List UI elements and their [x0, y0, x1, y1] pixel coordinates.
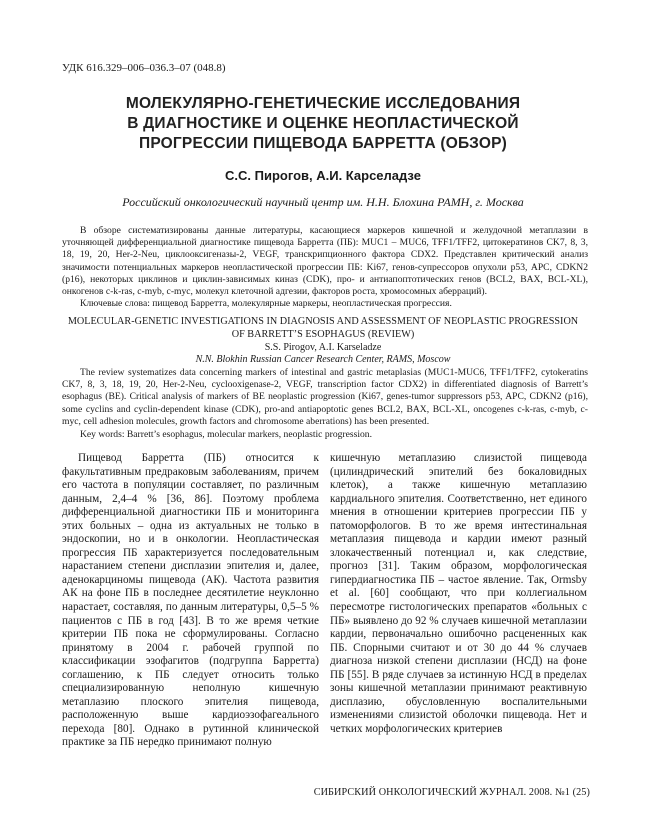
- body-column-left: [62, 452, 319, 750]
- keywords-en: Key words: Barrett’s esophagus, molecular markers, neoplastic progression.: [80, 429, 373, 440]
- abstract-ru: [62, 225, 588, 298]
- english-title: [40, 316, 606, 341]
- body-left-text: Пищевод Барретта (ПБ) относится к факультативным предраковым заболеваниям, причем его частота в популяции составляет, по различным данным, 2,4–4 % [36, 86]. Поэтому проблема дифференциальной диагностики ПБ и мониторинга этих больных – одна из актуальных не только в эндоскопии, но и в онкологии. Неопластическая прогрессия ПБ характеризуется последовательным нарастанием степени дисплазии эпителия и, далее, аденокарциномы пищевода (АК). Частота развития АК на фоне ПБ в последнее десятилетие неуклонно нарастает, составляя, по данным литературы, 0,5–5 % пациентов с ПБ в год [43]. В то же время четкие критерии ПБ пока не сформулированы. Согласно принятому в 2004 г. рабочей группой по классификации эзофагитов (подгруппа Барретта) соглашению, к ПБ следует относить только специализированную неполную кишечную метаплазию плоского эпителия пищевода, расположенную выше кардиоэзофагеального перехода [80]. Однако в рутинной клинической практике за ПБ нередко принимают полную: [62, 452, 319, 749]
- abstract-ru-text: В обзоре систематизированы данные литературы, касающиеся маркеров кишечной и желудочной метаплазии в уточняющей дифференциальной диагностике пищевода Барретта (ПБ): MUC1 – MUC6, TFF1/TFF2, цитокератинов CK7, 8, 3, 18, 19, 20, Her-2-Neu, циклооксигеназы-2, VEGF, транскрипционного фактора CDX2. Представлен критический анализ значимости потенциальных маркеров неопластической прогрессии ПБ: Ki67, генов-супрессоров опухоли p53, APC, CDKN2 (p16), некоторых циклинов и циклин-зависимых киназ (CDK), про- и антиапоптотических генов (BCL2, BAX, BCL-XL), онкогенов c-k-ras, c-myb, c-myc, молекул клеточной адгезии, факторов роста, хромосомных аберраций).: [62, 225, 588, 298]
- body-column-right: [330, 452, 587, 736]
- english-title-line-2: OF BARRETT’S ESOPHAGUS (REVIEW): [231, 328, 415, 340]
- title-line-2: В ДИАГНОСТИКЕ И ОЦЕНКЕ НЕОПЛАСТИЧЕСКОЙ: [127, 115, 519, 132]
- article-title: [40, 94, 606, 154]
- english-affiliation: N.N. Blokhin Russian Cancer Research Center, RAMS, Moscow: [195, 354, 451, 365]
- english-authors: S.S. Pirogov, A.I. Karseladze: [264, 342, 382, 353]
- udk-code: УДК 616.329–006–036.3–07 (048.8): [62, 62, 226, 74]
- keywords-ru: Ключевые слова: пищевод Барретта, молекулярные маркеры, неопластическая прогрессия.: [80, 298, 452, 309]
- authors: С.С. Пирогов, А.И. Карселадзе: [225, 168, 421, 183]
- title-line-3: ПРОГРЕССИИ ПИЩЕВОДА БАРРЕТТА (ОБЗОР): [138, 135, 508, 152]
- affiliation: Российский онкологический научный центр им. Н.Н. Блохина РАМН, г. Москва: [122, 195, 524, 209]
- abstract-en-text: The review systematizes data concerning markers of intestinal and gastric metaplasias (MUC1-MUC6, TFF1/TFF2, cytokeratins CK7, 8, 3, 18, 19, 20, Her-2-Neu, cyclooxigenase-2, VEGF, transcription factor CDX2) in differentiated diagnosis of Barrett’s esophagus (BE). Critical analysis of markers of BE neoplastic progression (Ki67, genes-tumor suppressors p53, APC, CDKN2 (p16), some cyclins and cyclin-dependent kinase (CDK), pro-and antiapoptotic genes BCL2, BAX, BCL-XL, oncogenes c-k-ras, c-myb, c-myc, cell adhesion molecules, growth factors and chromosome aberrations) has been presented.: [62, 367, 588, 427]
- english-title-line-1: MOLECULAR-GENETIC INVESTIGATIONS IN DIAGNOSIS AND ASSESSMENT OF NEOPLASTIC PROGRESSION: [67, 316, 579, 327]
- title-line-1: МОЛЕКУЛЯРНО-ГЕНЕТИЧЕСКИЕ ИССЛЕДОВАНИЯ: [125, 95, 521, 112]
- journal-footer: СИБИРСКИЙ ОНКОЛОГИЧЕСКИЙ ЖУРНАЛ. 2008. №1 (25): [313, 787, 590, 798]
- abstract-en: [62, 367, 588, 428]
- body-right-text: кишечную метаплазию слизистой пищевода (цилиндрический эпителий без бокаловидных клеток), а также кишечную метаплазию кардиального эпителия. Соответственно, нет единого мнения в отношении критериев прогрессии ПБ у патоморфологов. В то же время интестинальная метаплазия пищевода и кардии имеют разный злокачественный потенциал и, как следствие, прогноз [31]. Таким образом, морфологическая гипердиагностика ПБ – частое явление. Так, Ormsby et al. [60] сообщают, что при коллегиальном пересмотре гистологических препаратов «больных с ПБ» выявлено до 92 % случаев кишечной метаплазии кардии, первоначально ошибочно расцененных как ПБ. Спорными считают и от 30 до 44 % случаев диагноза низкой степени дисплазии (НСД) на фоне ПБ [55]. В ряде случаев за истинную НСД в пределах зоны кишечной метаплазии принимают реактивную дисплазию, обусловленную воспалительными изменениями слизистой оболочки пищевода. Нет и четких морфологических критериев: [330, 452, 587, 735]
